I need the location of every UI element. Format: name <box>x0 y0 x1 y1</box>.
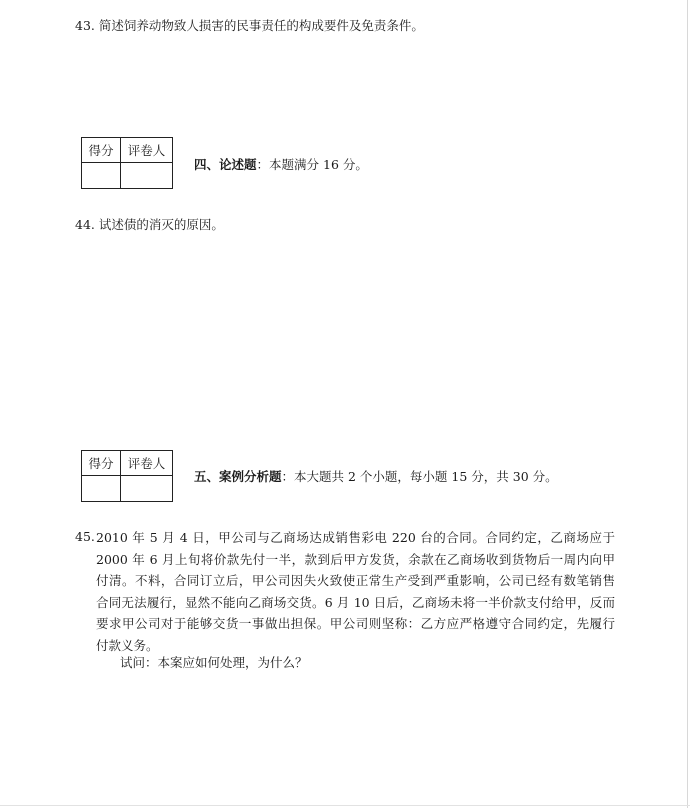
score-box-2 <box>81 450 173 502</box>
score-cell[interactable] <box>82 163 121 189</box>
question-44 <box>75 215 224 235</box>
question-text: 试述债的消灭的原因。 <box>98 217 224 232</box>
question-45-number: 45. <box>75 529 95 544</box>
score-cell[interactable] <box>82 476 121 502</box>
section-title: 五、案例分析题 <box>194 469 282 484</box>
section-5-heading <box>194 467 558 487</box>
question-number: 43. <box>75 18 95 33</box>
paragraph-line: 要求甲公司对于能够交货一事做出担保。甲公司则坚称：乙方应严格遵守合同约定，先履行 <box>96 616 615 632</box>
paragraph-line: 2000 年 6 月上旬将价款先付一半，款到后甲方发货，余款在乙商场收到货物后一周内向甲 <box>96 551 615 567</box>
question-43 <box>75 16 424 36</box>
page-edge-right <box>687 0 688 808</box>
paragraph-line: 2010 年 5 月 4 日，甲公司与乙商场达成销售彩电 220 台的合同。合同约定，乙商场应于 <box>96 530 615 545</box>
section-title: 四、论述题 <box>194 157 257 172</box>
paragraph-line: 付款义务。 <box>96 637 159 653</box>
question-45-ask: 试问：本案应如何处理，为什么？ <box>120 655 308 670</box>
section-desc: ：本题满分 16 分。 <box>256 157 368 172</box>
section-4-heading <box>194 155 368 175</box>
grader-header: 评卷人 <box>121 451 173 476</box>
question-45-body <box>75 527 615 657</box>
paragraph-line: 合同无法履行，显然不能向乙商场交货。6 月 10 日后，乙商场未将一半价款支付给甲，反而 <box>96 594 615 610</box>
score-header: 得分 <box>82 451 121 476</box>
page-edge-bottom <box>0 805 690 806</box>
score-box-1 <box>81 137 173 189</box>
paragraph-line: 付清。不料，合同订立后，甲公司因失火致使正常生产受到严重影响，公司已经有数笔销售 <box>96 573 615 589</box>
section-desc: ：本大题共 2 个小题，每小题 15 分，共 30 分。 <box>281 469 558 484</box>
score-header: 得分 <box>82 138 121 163</box>
grader-header: 评卷人 <box>121 138 173 163</box>
grader-cell[interactable] <box>121 163 173 189</box>
grader-cell[interactable] <box>121 476 173 502</box>
question-number: 44. <box>75 217 95 232</box>
question-text: 简述饲养动物致人损害的民事责任的构成要件及免责条件。 <box>98 18 424 33</box>
